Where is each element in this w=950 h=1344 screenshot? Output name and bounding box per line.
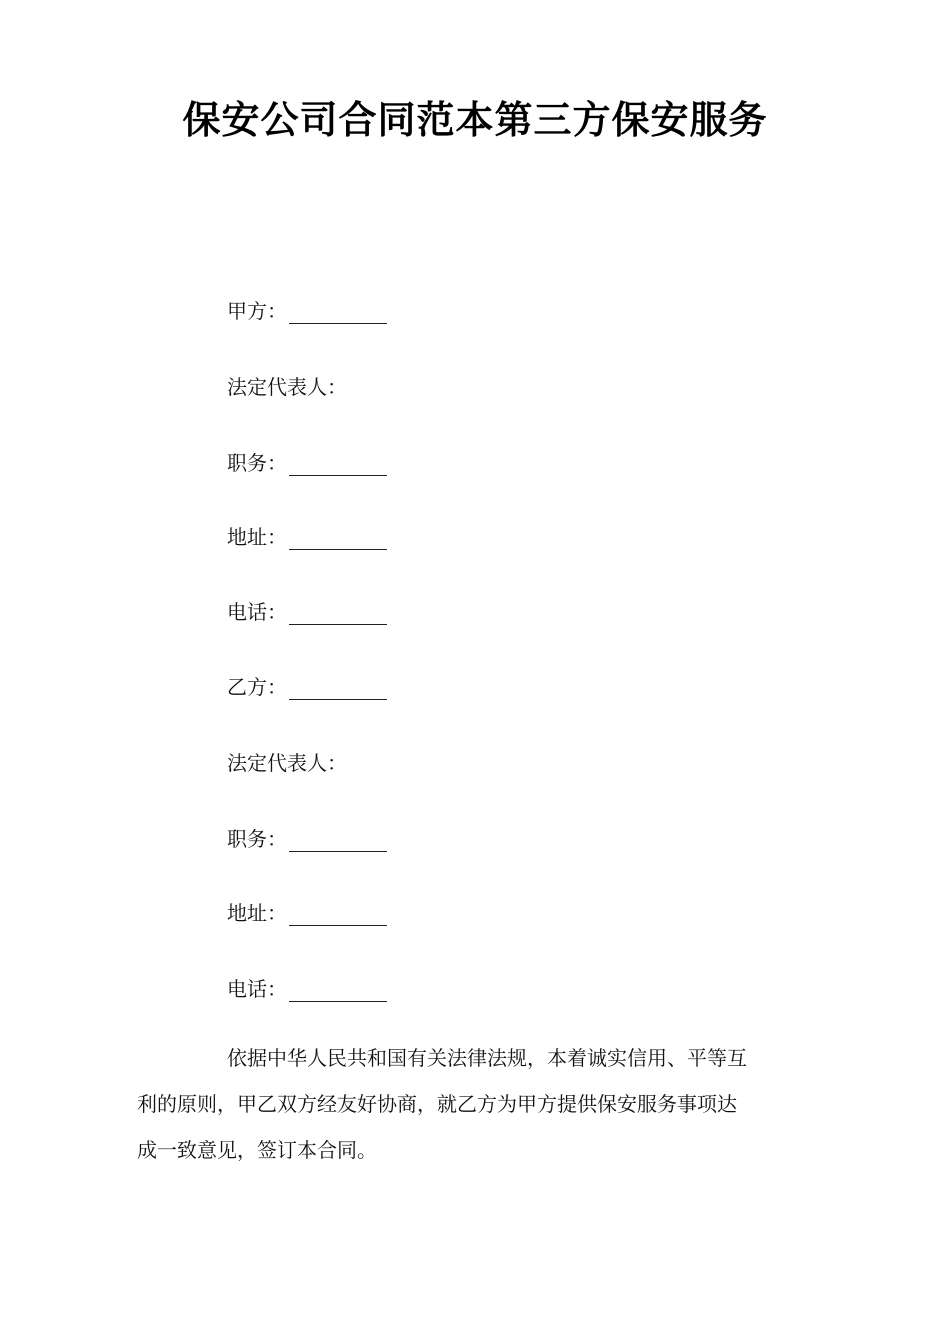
party-b-name-blank (289, 677, 387, 700)
intro-line: 依据中华人民共和国有关法律法规，本着诚实信用、平等互 (227, 1046, 747, 1070)
intro-paragraph (137, 1035, 813, 1173)
party-a-name-label: 甲方： (227, 299, 287, 323)
intro-line: 成一致意见，签订本合同。 (137, 1138, 377, 1162)
party-b-name-field (227, 672, 387, 702)
party-a-representative-field (227, 372, 347, 402)
party-a-phone-blank (289, 602, 387, 625)
party-a-position-label: 职务： (227, 451, 287, 475)
party-b-address-field (227, 898, 387, 928)
party-a-phone-label: 电话： (227, 600, 287, 624)
party-a-position-blank (289, 453, 387, 476)
party-b-representative-label: 法定代表人： (227, 751, 347, 775)
party-a-address-label: 地址： (227, 525, 287, 549)
party-a-address-blank (289, 527, 387, 550)
document-title: 保安公司合同范本第三方保安服务 (182, 98, 768, 142)
party-b-representative-field (227, 748, 347, 778)
party-a-phone-field (227, 597, 387, 627)
party-a-address-field (227, 522, 387, 552)
party-b-name-label: 乙方： (227, 675, 287, 699)
party-b-phone-blank (289, 979, 387, 1002)
party-b-position-blank (289, 829, 387, 852)
party-b-address-blank (289, 903, 387, 926)
party-b-phone-field (227, 974, 387, 1004)
party-a-representative-label: 法定代表人： (227, 375, 347, 399)
party-b-address-label: 地址： (227, 901, 287, 925)
party-a-name-blank (289, 301, 387, 324)
party-b-position-field (227, 824, 387, 854)
party-b-phone-label: 电话： (227, 977, 287, 1001)
intro-line: 利的原则，甲乙双方经友好协商，就乙方为甲方提供保安服务事项达 (137, 1092, 737, 1116)
party-b-position-label: 职务： (227, 827, 287, 851)
party-a-name-field (227, 296, 387, 326)
party-a-position-field (227, 448, 387, 478)
